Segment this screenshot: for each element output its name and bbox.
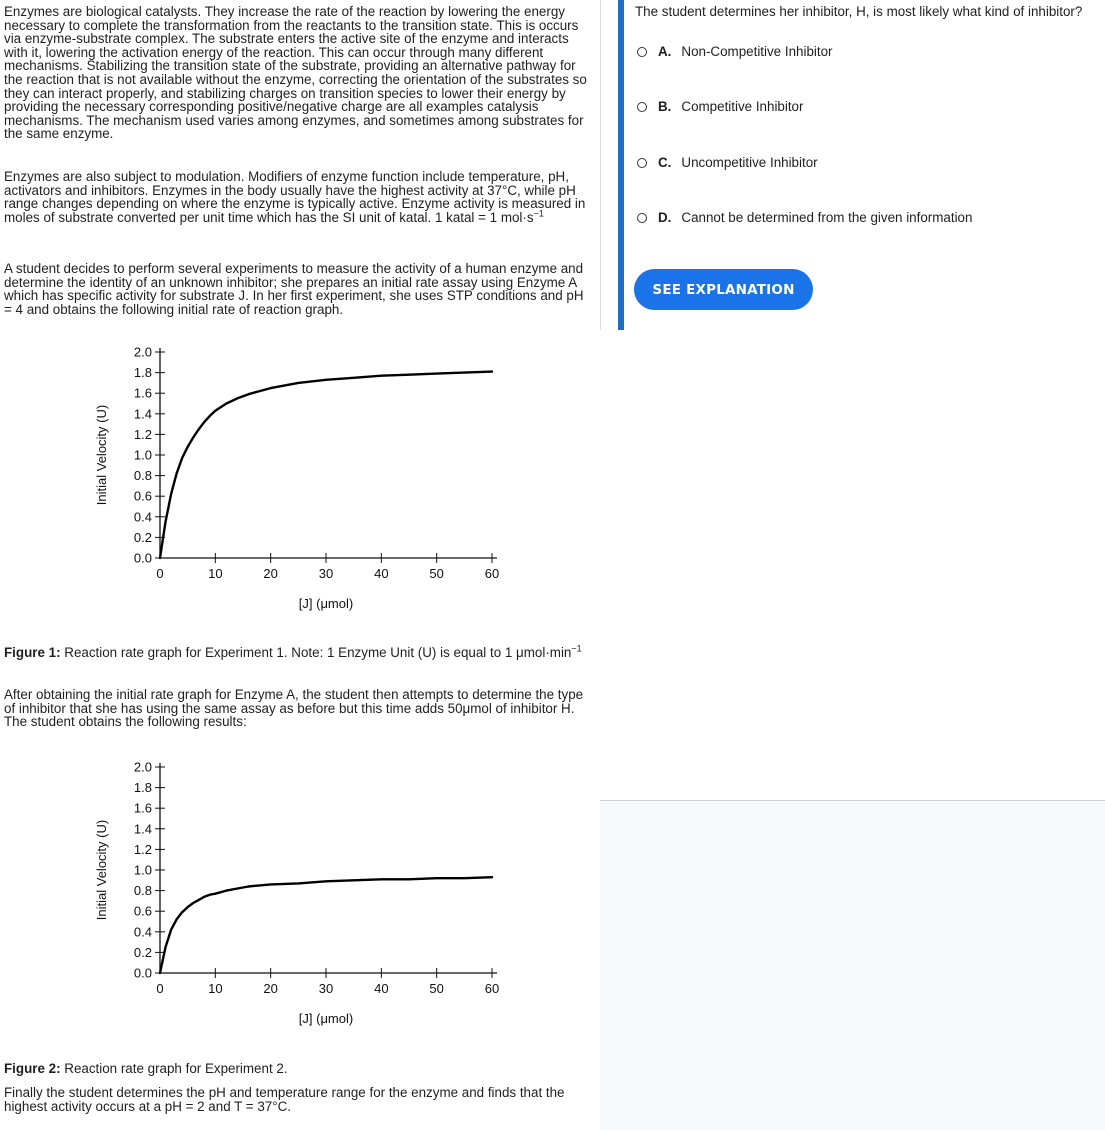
y-axis-label: Initial Velocity (U): [94, 819, 109, 921]
x-tick-label: 60: [484, 566, 500, 581]
empty-panel: [600, 800, 1105, 1130]
y-tick-label: 1.8: [133, 780, 152, 796]
y-tick-label: 1.0: [133, 447, 152, 463]
x-axis-label: [J] (μmol): [298, 596, 354, 611]
y-tick-label: 0.4: [133, 509, 152, 525]
y-tick-label: 2.0: [133, 759, 152, 775]
x-tick-label: 20: [263, 566, 278, 581]
caption-label: Figure 2:: [4, 1061, 61, 1076]
radio-circle-icon[interactable]: [637, 158, 647, 168]
radio-circle-icon[interactable]: [637, 213, 647, 223]
choice-text: Uncompetitive Inhibitor: [681, 155, 818, 170]
panel-divider: [600, 0, 601, 330]
choice-letter: B.: [658, 99, 672, 114]
x-tick-label: 50: [429, 566, 444, 581]
choice-letter: A.: [658, 44, 672, 59]
choice-c[interactable]: [637, 155, 818, 170]
radio-circle-icon[interactable]: [637, 102, 647, 112]
y-tick-label: 0.2: [133, 529, 152, 545]
choice-text: Non-Competitive Inhibitor: [681, 44, 833, 59]
y-tick-label: 1.4: [133, 406, 152, 422]
figure-1-chart: [0, 335, 600, 625]
choice-text: Competitive Inhibitor: [681, 99, 804, 114]
series-line: [160, 877, 492, 973]
y-tick-label: 0.8: [133, 468, 152, 484]
x-axis-label: [J] (μmol): [298, 1011, 354, 1026]
y-tick-label: 0.6: [133, 488, 152, 504]
y-tick-label: 0.0: [133, 550, 152, 566]
choice-b[interactable]: [637, 99, 803, 114]
x-tick-label: 40: [374, 566, 389, 581]
passage-paragraph-5: Finally the student determines the pH and temperature range for the enzyme and finds that the highest activity occurs at a pH = 2 and T = 37°C.: [4, 1085, 565, 1114]
question-text: The student determines her inhibitor, H, is most likely what kind of inhibitor?: [635, 4, 1083, 19]
passage-paragraph-2: [4, 170, 592, 224]
x-tick-label: 10: [208, 566, 223, 581]
y-tick-label: 1.6: [133, 385, 152, 401]
y-tick-label: 1.6: [133, 800, 152, 816]
caption-text: Reaction rate graph for Experiment 1. Note: 1 Enzyme Unit (U) is equal to 1 μmol·min: [60, 645, 572, 660]
y-tick-label: 0.6: [133, 903, 152, 919]
radio-circle-icon[interactable]: [637, 47, 647, 57]
y-tick-label: 2.0: [133, 344, 152, 360]
series-line: [160, 372, 492, 558]
passage-paragraph-4: After obtaining the initial rate graph for Enzyme A, the student then attempts to determine the type of inhibitor that she has using the same assay as before but this time adds 50μmol of inhibitor H. The student obtains the following results:: [4, 687, 584, 730]
y-tick-label: 1.2: [133, 426, 152, 442]
x-tick-label: 0: [156, 566, 164, 581]
see-explanation-button[interactable]: SEE EXPLANATION: [634, 269, 813, 310]
y-tick-label: 0.2: [133, 944, 152, 960]
figure-2-caption: [4, 1062, 592, 1076]
passage-paragraph-2-text: Enzymes are also subject to modulation. Modifiers of enzyme function include temperature, pH, activators and inhibitors. Enzymes in the body usually have the highest activity at 37°C, while pH range changes depending on where the enzyme is typically active. Enzyme activity is measured in moles of substrate converted per unit time which has the SI unit of katal. 1 katal = 1 mol·s: [4, 169, 586, 225]
x-tick-label: 60: [484, 981, 500, 996]
passage-paragraph-1: Enzymes are biological catalysts. They increase the rate of the reaction by lowering the energy necessary to complete the transformation from the reactants to the transition state. This is occurs via enzyme-substrate complex. The substrate enters the active site of the enzyme and interacts with it, lowering the activation energy of the reaction. This can occur through many different mechanisms. Stabilizing the transition state of the substrate, providing an alternative pathway for the reaction that is not available without the enzyme, correcting the orientation of the substrates so they can interact properly, and stabilizing charges on transition species to lower their energy by providing the necessary corresponding positive/negative charge are all examples catalysis mechanisms. The mechanism used varies among enzymes, and sometimes among substrates for the same enzyme.: [4, 4, 587, 142]
y-axis-label: Initial Velocity (U): [94, 404, 109, 506]
choice-letter: C.: [658, 155, 672, 170]
choice-letter: D.: [658, 210, 672, 225]
choice-a[interactable]: [637, 44, 833, 59]
x-tick-label: 20: [263, 981, 278, 996]
x-tick-label: 10: [208, 981, 223, 996]
figure-1-caption: [4, 643, 592, 660]
y-tick-label: 0.4: [133, 924, 152, 940]
y-tick-label: 0.8: [133, 883, 152, 899]
x-tick-label: 0: [156, 981, 164, 996]
x-tick-label: 30: [318, 566, 334, 581]
superscript: −1: [533, 208, 544, 219]
x-tick-label: 30: [318, 981, 334, 996]
question-panel: [624, 0, 1105, 330]
caption-text: Reaction rate graph for Experiment 2.: [60, 1061, 288, 1076]
figure-2-chart: [0, 750, 600, 1040]
passage-paragraph-3: A student decides to perform several experiments to measure the activity of a human enzyme and determine the identity of an unknown inhibitor; she prepares an initial rate assay using Enzyme A which has specific activity for substrate J. In her first experiment, she uses STP conditions and pH = 4 and obtains the following initial rate of reaction graph.: [4, 261, 584, 317]
y-tick-label: 1.8: [133, 365, 152, 381]
superscript: −1: [571, 643, 582, 654]
x-tick-label: 50: [429, 981, 444, 996]
y-tick-label: 1.0: [133, 862, 152, 878]
caption-label: Figure 1:: [4, 645, 61, 660]
choice-text: Cannot be determined from the given information: [681, 210, 973, 225]
y-tick-label: 0.0: [133, 965, 152, 981]
x-tick-label: 40: [374, 981, 389, 996]
choice-d[interactable]: [637, 210, 972, 225]
y-tick-label: 1.2: [133, 841, 152, 857]
y-tick-label: 1.4: [133, 821, 152, 837]
